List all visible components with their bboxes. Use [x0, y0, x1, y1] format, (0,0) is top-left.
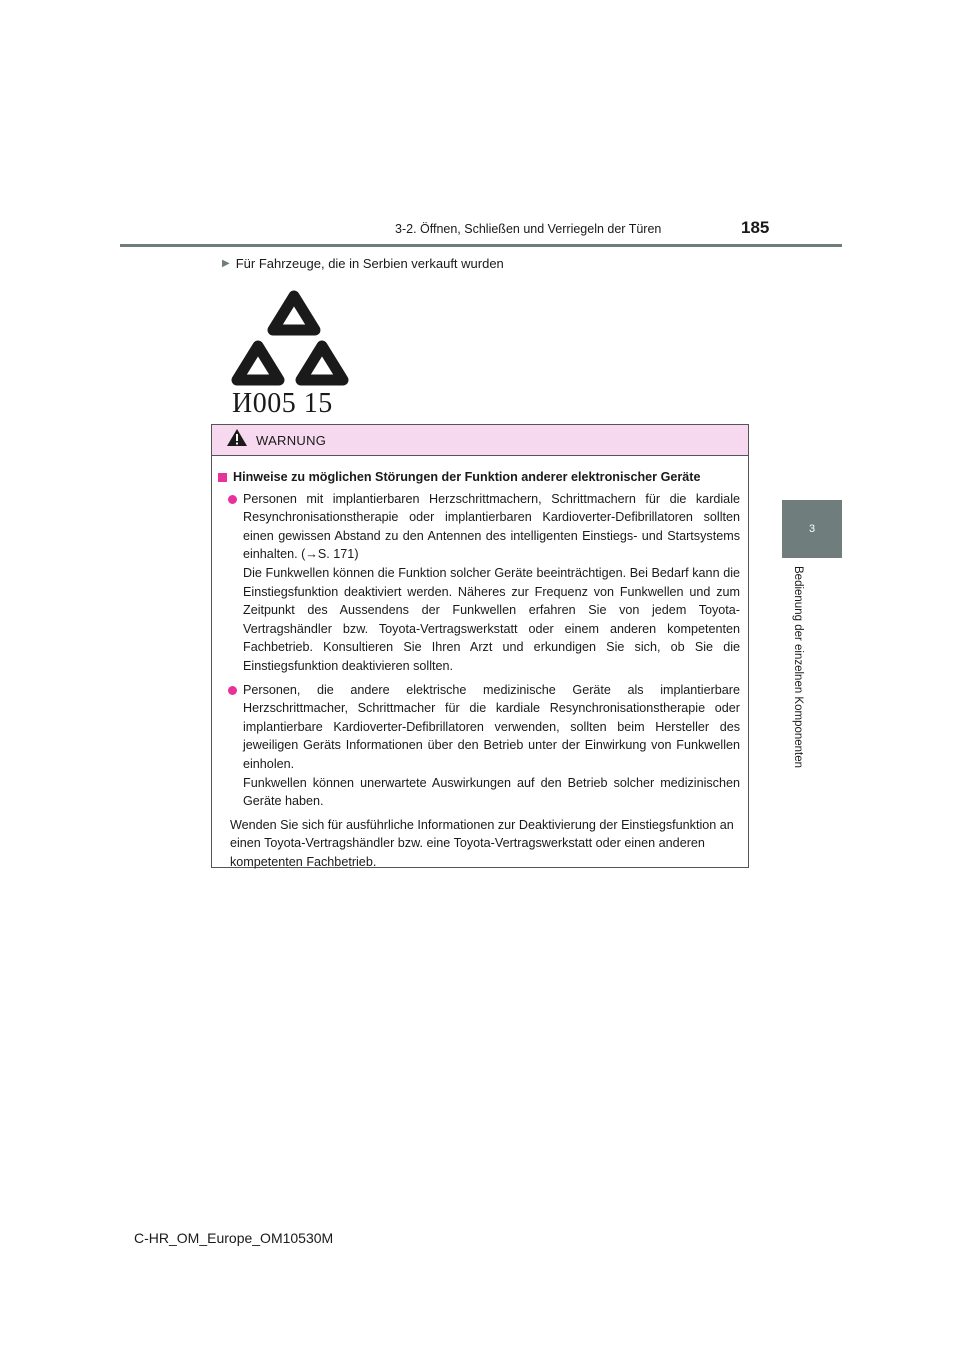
list-item-text — [243, 490, 740, 676]
chapter-tab — [782, 500, 842, 558]
paragraph: Die Funkwellen können die Funktion solcher Geräte beeinträchtigen. Bei Bedarf kann die Einstiegsfunktion deaktiviert werden. Näheres zur Frequenz von Funkwellen und zum Zeitpunkt des Aussendens der Funkwellen erfahren Sie von jedem Toyota-Vertragshändler bzw. Toyota-Vertragswerkstatt oder einem anderen kompetenten Fachbetrieb. Konsultieren Sie Ihren Arzt und erkundigen Sie sich, ob Sie die Einstiegsfunktion deaktivieren sollten. — [243, 565, 740, 673]
footer-code: C-HR_OM_Europe_OM10530M — [134, 1230, 334, 1246]
chapter-number: 3 — [808, 523, 816, 535]
round-bullet-icon — [228, 495, 237, 504]
warning-body — [212, 456, 748, 871]
warning-title: WARNUNG — [256, 432, 327, 448]
paragraph: Personen mit implantierbaren Herzschrittmachern, Schrittmachern für die kardiale Resynchronisationstherapie oder implantierbaren Kardioverter-Defibrillatoren sollten einen gewissen Abstand zu den Antennen des intelligenten Einstiegs- und Startsystems einhalten. (→S. 171) — [243, 491, 740, 562]
section-title: 3-2. Öffnen, Schließen und Verriegeln der Türen — [395, 222, 662, 236]
paragraph: Personen, die andere elektrische medizinische Geräte als implantierbare Herzschrittmacher, Schrittmacher für die kardiale Resynchronisationstherapie oder implantierbare Kardioverter-Defibrillatoren verwenden, sollten beim Hersteller des jeweiligen Geräts Informationen über den Betrieb unter der Einwirkung von Funkwellen einholen. — [243, 682, 740, 771]
chapter-label: Bedienung der einzelnen Komponenten — [792, 566, 804, 769]
warning-subheading — [218, 468, 740, 487]
arrow-right-icon: ▶ — [222, 258, 230, 269]
header-rule — [120, 244, 842, 247]
list-item-text — [243, 681, 740, 811]
page-number: 185 — [741, 218, 770, 237]
list-item — [228, 490, 740, 676]
round-bullet-icon — [228, 686, 237, 695]
list-item — [228, 681, 740, 811]
approval-code: И005 15 — [232, 388, 333, 419]
subheading-text: Hinweise zu möglichen Störungen der Funktion anderer elektronischer Geräte — [233, 470, 701, 484]
warning-box — [211, 424, 749, 868]
warning-triangle-icon — [226, 428, 248, 452]
intro-text: Für Fahrzeuge, die in Serbien verkauft wurden — [235, 256, 504, 271]
warning-header — [212, 425, 748, 456]
closing-paragraph: Wenden Sie sich für ausführliche Informationen zur Deaktivierung der Einstiegsfunktion an einen Toyota-Vertragshändler bzw. eine Toyota-Vertragswerkstatt oder einen anderen kompetenten Fachbetrieb. — [230, 817, 734, 869]
intro-line — [222, 256, 504, 271]
triple-triangle-approval-icon — [228, 286, 358, 395]
paragraph: Funkwellen können unerwartete Auswirkungen auf den Betrieb solcher medizinischen Geräte haben. — [243, 775, 740, 809]
square-bullet-icon — [218, 473, 227, 482]
